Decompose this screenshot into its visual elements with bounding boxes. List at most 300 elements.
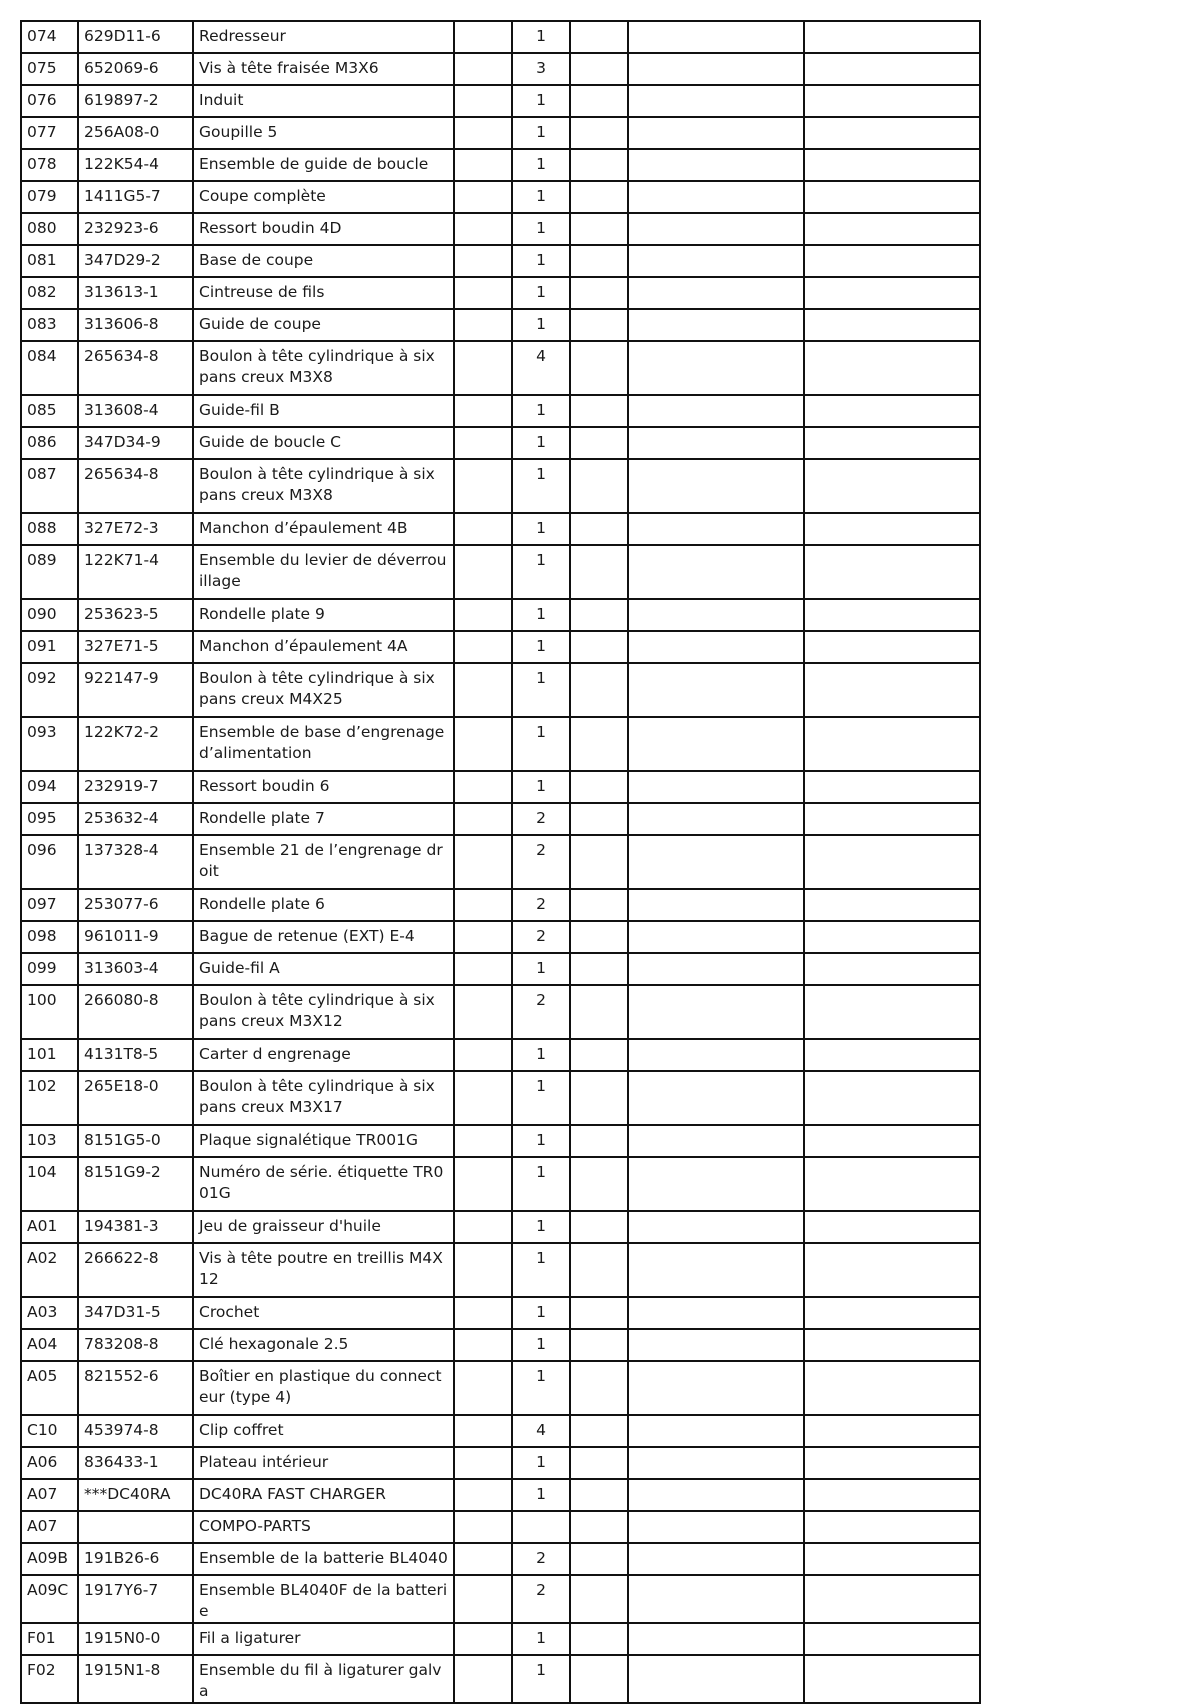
item-cell: 094 xyxy=(21,771,78,803)
part-number-cell: 232923-6 xyxy=(78,213,193,245)
part-number-cell: 347D29-2 xyxy=(78,245,193,277)
quantity-cell: 2 xyxy=(512,921,570,953)
blank-cell xyxy=(628,427,804,459)
quantity-cell: 2 xyxy=(512,985,570,1039)
blank-cell xyxy=(570,1575,628,1623)
blank-cell xyxy=(570,545,628,599)
blank-cell xyxy=(804,181,980,213)
item-cell: 083 xyxy=(21,309,78,341)
blank-cell xyxy=(570,513,628,545)
quantity-cell: 1 xyxy=(512,245,570,277)
item-cell: A01 xyxy=(21,1211,78,1243)
part-number-cell: 253623-5 xyxy=(78,599,193,631)
blank-cell xyxy=(454,395,512,427)
blank-cell xyxy=(628,245,804,277)
table-row xyxy=(21,1623,980,1655)
item-cell: 098 xyxy=(21,921,78,953)
description-cell: Ensemble BL4040F de la batterie xyxy=(193,1575,454,1623)
table-row xyxy=(21,663,980,717)
quantity-cell: 1 xyxy=(512,1157,570,1211)
blank-cell xyxy=(628,341,804,395)
blank-cell xyxy=(454,1157,512,1211)
item-cell: 093 xyxy=(21,717,78,771)
description-cell: Plaque signalétique TR001G xyxy=(193,1125,454,1157)
blank-cell xyxy=(454,803,512,835)
item-cell: A09B xyxy=(21,1543,78,1575)
blank-cell xyxy=(628,117,804,149)
blank-cell xyxy=(454,1297,512,1329)
blank-cell xyxy=(804,309,980,341)
blank-cell xyxy=(454,1575,512,1623)
table-row xyxy=(21,1447,980,1479)
blank-cell xyxy=(454,545,512,599)
item-cell: 080 xyxy=(21,213,78,245)
blank-cell xyxy=(628,921,804,953)
quantity-cell: 1 xyxy=(512,1623,570,1655)
quantity-cell: 1 xyxy=(512,459,570,513)
blank-cell xyxy=(454,309,512,341)
part-number-cell: 137328-4 xyxy=(78,835,193,889)
quantity-cell: 1 xyxy=(512,427,570,459)
blank-cell xyxy=(454,1125,512,1157)
quantity-cell: 1 xyxy=(512,149,570,181)
description-cell: Rondelle plate 6 xyxy=(193,889,454,921)
description-cell: Boulon à tête cylindrique à six pans creux M4X25 xyxy=(193,663,454,717)
blank-cell xyxy=(570,277,628,309)
blank-cell xyxy=(454,85,512,117)
blank-cell xyxy=(570,1543,628,1575)
part-number-cell: 327E72-3 xyxy=(78,513,193,545)
blank-cell xyxy=(454,985,512,1039)
quantity-cell: 1 xyxy=(512,1329,570,1361)
part-number-cell: 265E18-0 xyxy=(78,1071,193,1125)
table-row xyxy=(21,985,980,1039)
quantity-cell: 1 xyxy=(512,213,570,245)
table-row xyxy=(21,545,980,599)
table-row xyxy=(21,1157,980,1211)
part-number-cell: 327E71-5 xyxy=(78,631,193,663)
blank-cell xyxy=(628,1511,804,1543)
blank-cell xyxy=(628,53,804,85)
blank-cell xyxy=(454,1447,512,1479)
table-row xyxy=(21,1329,980,1361)
part-number-cell: 453974-8 xyxy=(78,1415,193,1447)
blank-cell xyxy=(570,1415,628,1447)
table-row xyxy=(21,53,980,85)
blank-cell xyxy=(804,1157,980,1211)
blank-cell xyxy=(628,459,804,513)
description-cell: Ressort boudin 4D xyxy=(193,213,454,245)
blank-cell xyxy=(570,427,628,459)
blank-cell xyxy=(804,545,980,599)
blank-cell xyxy=(570,117,628,149)
blank-cell xyxy=(570,717,628,771)
quantity-cell: 1 xyxy=(512,309,570,341)
blank-cell xyxy=(628,1071,804,1125)
blank-cell xyxy=(454,341,512,395)
item-cell: 091 xyxy=(21,631,78,663)
description-cell: Manchon d’épaulement 4B xyxy=(193,513,454,545)
item-cell: A03 xyxy=(21,1297,78,1329)
blank-cell xyxy=(628,85,804,117)
blank-cell xyxy=(570,1039,628,1071)
blank-cell xyxy=(570,1243,628,1297)
blank-cell xyxy=(804,1039,980,1071)
blank-cell xyxy=(570,771,628,803)
blank-cell xyxy=(454,1511,512,1543)
blank-cell xyxy=(804,803,980,835)
description-cell: Ensemble de la batterie BL4040 xyxy=(193,1543,454,1575)
quantity-cell: 1 xyxy=(512,1447,570,1479)
item-cell: A07 xyxy=(21,1511,78,1543)
item-cell: 087 xyxy=(21,459,78,513)
description-cell: Manchon d’épaulement 4A xyxy=(193,631,454,663)
part-number-cell: ***DC40RA xyxy=(78,1479,193,1511)
blank-cell xyxy=(804,149,980,181)
quantity-cell: 2 xyxy=(512,835,570,889)
description-cell: Cintreuse de fils xyxy=(193,277,454,309)
item-cell: F01 xyxy=(21,1623,78,1655)
description-cell: Clip coffret xyxy=(193,1415,454,1447)
blank-cell xyxy=(628,277,804,309)
description-cell: Ressort boudin 6 xyxy=(193,771,454,803)
quantity-cell: 1 xyxy=(512,1655,570,1703)
blank-cell xyxy=(570,1211,628,1243)
blank-cell xyxy=(804,921,980,953)
quantity-cell: 1 xyxy=(512,1039,570,1071)
blank-cell xyxy=(454,1071,512,1125)
blank-cell xyxy=(570,149,628,181)
description-cell: Boulon à tête cylindrique à six pans creux M3X8 xyxy=(193,341,454,395)
item-cell: 102 xyxy=(21,1071,78,1125)
item-cell: C10 xyxy=(21,1415,78,1447)
quantity-cell: 1 xyxy=(512,513,570,545)
blank-cell xyxy=(454,921,512,953)
blank-cell xyxy=(570,341,628,395)
blank-cell xyxy=(454,1415,512,1447)
part-number-cell: 266080-8 xyxy=(78,985,193,1039)
table-row xyxy=(21,427,980,459)
blank-cell xyxy=(454,21,512,53)
blank-cell xyxy=(804,427,980,459)
table-row xyxy=(21,953,980,985)
description-cell: Guide de boucle C xyxy=(193,427,454,459)
quantity-cell: 1 xyxy=(512,277,570,309)
item-cell: A09C xyxy=(21,1575,78,1623)
blank-cell xyxy=(628,1211,804,1243)
blank-cell xyxy=(804,1125,980,1157)
blank-cell xyxy=(570,213,628,245)
blank-cell xyxy=(628,771,804,803)
description-cell: Boulon à tête cylindrique à six pans creux M3X12 xyxy=(193,985,454,1039)
item-cell: 097 xyxy=(21,889,78,921)
description-cell: Plateau intérieur xyxy=(193,1447,454,1479)
blank-cell xyxy=(628,1125,804,1157)
part-number-cell: 253077-6 xyxy=(78,889,193,921)
blank-cell xyxy=(628,1575,804,1623)
blank-cell xyxy=(454,663,512,717)
part-number-cell: 922147-9 xyxy=(78,663,193,717)
blank-cell xyxy=(454,1243,512,1297)
blank-cell xyxy=(628,1243,804,1297)
item-cell: 103 xyxy=(21,1125,78,1157)
blank-cell xyxy=(570,85,628,117)
table-row xyxy=(21,771,980,803)
description-cell: Guide-fil A xyxy=(193,953,454,985)
quantity-cell: 1 xyxy=(512,631,570,663)
quantity-cell: 1 xyxy=(512,1243,570,1297)
item-cell: 095 xyxy=(21,803,78,835)
quantity-cell xyxy=(512,1511,570,1543)
part-number-cell: 961011-9 xyxy=(78,921,193,953)
blank-cell xyxy=(570,1125,628,1157)
part-number-cell: 821552-6 xyxy=(78,1361,193,1415)
item-cell: 077 xyxy=(21,117,78,149)
table-row xyxy=(21,1479,980,1511)
blank-cell xyxy=(804,513,980,545)
item-cell: A07 xyxy=(21,1479,78,1511)
part-number-cell: 313603-4 xyxy=(78,953,193,985)
quantity-cell: 2 xyxy=(512,803,570,835)
description-cell: Ensemble du fil à ligaturer galva xyxy=(193,1655,454,1703)
description-cell: Ensemble 21 de l’engrenage droit xyxy=(193,835,454,889)
blank-cell xyxy=(454,1479,512,1511)
blank-cell xyxy=(804,835,980,889)
blank-cell xyxy=(454,1623,512,1655)
description-cell: Clé hexagonale 2.5 xyxy=(193,1329,454,1361)
quantity-cell: 1 xyxy=(512,545,570,599)
blank-cell xyxy=(628,717,804,771)
item-cell: 089 xyxy=(21,545,78,599)
part-number-cell: 1917Y6-7 xyxy=(78,1575,193,1623)
blank-cell xyxy=(570,663,628,717)
quantity-cell: 1 xyxy=(512,1361,570,1415)
description-cell: Guide de coupe xyxy=(193,309,454,341)
table-row xyxy=(21,1297,980,1329)
blank-cell xyxy=(570,245,628,277)
part-number-cell: 629D11-6 xyxy=(78,21,193,53)
blank-cell xyxy=(804,889,980,921)
blank-cell xyxy=(454,53,512,85)
description-cell: Goupille 5 xyxy=(193,117,454,149)
blank-cell xyxy=(454,771,512,803)
blank-cell xyxy=(570,309,628,341)
part-number-cell: 1915N0-0 xyxy=(78,1623,193,1655)
table-row xyxy=(21,513,980,545)
blank-cell xyxy=(804,213,980,245)
item-cell: A04 xyxy=(21,1329,78,1361)
table-row xyxy=(21,717,980,771)
part-number-cell: 783208-8 xyxy=(78,1329,193,1361)
table-row xyxy=(21,459,980,513)
blank-cell xyxy=(570,21,628,53)
quantity-cell: 1 xyxy=(512,771,570,803)
table-row xyxy=(21,1211,980,1243)
description-cell: Rondelle plate 7 xyxy=(193,803,454,835)
blank-cell xyxy=(804,85,980,117)
part-number-cell: 266622-8 xyxy=(78,1243,193,1297)
description-cell: Fil a ligaturer xyxy=(193,1623,454,1655)
part-number-cell: 191B26-6 xyxy=(78,1543,193,1575)
description-cell: Boîtier en plastique du connecteur (type 4) xyxy=(193,1361,454,1415)
blank-cell xyxy=(628,21,804,53)
blank-cell xyxy=(804,1447,980,1479)
table-row xyxy=(21,1039,980,1071)
blank-cell xyxy=(570,631,628,663)
blank-cell xyxy=(570,835,628,889)
blank-cell xyxy=(570,1655,628,1703)
blank-cell xyxy=(804,1415,980,1447)
blank-cell xyxy=(570,889,628,921)
quantity-cell: 2 xyxy=(512,889,570,921)
part-number-cell: 122K72-2 xyxy=(78,717,193,771)
blank-cell xyxy=(628,1039,804,1071)
blank-cell xyxy=(804,395,980,427)
table-row xyxy=(21,309,980,341)
part-number-cell xyxy=(78,1511,193,1543)
blank-cell xyxy=(454,1039,512,1071)
blank-cell xyxy=(454,1655,512,1703)
blank-cell xyxy=(570,1479,628,1511)
blank-cell xyxy=(570,395,628,427)
table-row xyxy=(21,1125,980,1157)
blank-cell xyxy=(804,1361,980,1415)
quantity-cell: 1 xyxy=(512,1211,570,1243)
blank-cell xyxy=(454,427,512,459)
blank-cell xyxy=(454,1211,512,1243)
item-cell: 082 xyxy=(21,277,78,309)
table-row xyxy=(21,835,980,889)
item-cell: 084 xyxy=(21,341,78,395)
blank-cell xyxy=(570,1361,628,1415)
blank-cell xyxy=(570,985,628,1039)
quantity-cell: 2 xyxy=(512,1543,570,1575)
blank-cell xyxy=(804,985,980,1039)
part-number-cell: 347D31-5 xyxy=(78,1297,193,1329)
description-cell: Redresseur xyxy=(193,21,454,53)
blank-cell xyxy=(804,1071,980,1125)
part-number-cell: 836433-1 xyxy=(78,1447,193,1479)
table-row xyxy=(21,889,980,921)
table-row xyxy=(21,341,980,395)
description-cell: Induit xyxy=(193,85,454,117)
table-row xyxy=(21,1071,980,1125)
blank-cell xyxy=(628,513,804,545)
quantity-cell: 1 xyxy=(512,599,570,631)
quantity-cell: 1 xyxy=(512,117,570,149)
quantity-cell: 4 xyxy=(512,1415,570,1447)
description-cell: Rondelle plate 9 xyxy=(193,599,454,631)
part-number-cell: 265634-8 xyxy=(78,459,193,513)
blank-cell xyxy=(570,953,628,985)
table-row xyxy=(21,117,980,149)
quantity-cell: 3 xyxy=(512,53,570,85)
table-row xyxy=(21,1511,980,1543)
part-number-cell: 4131T8-5 xyxy=(78,1039,193,1071)
description-cell: Crochet xyxy=(193,1297,454,1329)
part-number-cell: 122K54-4 xyxy=(78,149,193,181)
blank-cell xyxy=(454,459,512,513)
table-row xyxy=(21,181,980,213)
blank-cell xyxy=(570,53,628,85)
item-cell: A06 xyxy=(21,1447,78,1479)
part-number-cell: 232919-7 xyxy=(78,771,193,803)
blank-cell xyxy=(454,1543,512,1575)
blank-cell xyxy=(804,1543,980,1575)
quantity-cell: 1 xyxy=(512,85,570,117)
table-row xyxy=(21,213,980,245)
item-cell: 092 xyxy=(21,663,78,717)
blank-cell xyxy=(628,599,804,631)
description-cell: Guide-fil B xyxy=(193,395,454,427)
item-cell: 088 xyxy=(21,513,78,545)
blank-cell xyxy=(804,1479,980,1511)
blank-cell xyxy=(628,1479,804,1511)
blank-cell xyxy=(454,953,512,985)
quantity-cell: 2 xyxy=(512,1575,570,1623)
blank-cell xyxy=(570,599,628,631)
blank-cell xyxy=(454,835,512,889)
blank-cell xyxy=(570,1329,628,1361)
quantity-cell: 1 xyxy=(512,21,570,53)
item-cell: F02 xyxy=(21,1655,78,1703)
table-row xyxy=(21,85,980,117)
description-cell: Ensemble de base d’engrenage d’alimentation xyxy=(193,717,454,771)
description-cell: Ensemble de guide de boucle xyxy=(193,149,454,181)
parts-table xyxy=(20,20,981,1704)
blank-cell xyxy=(804,117,980,149)
blank-cell xyxy=(570,1157,628,1211)
part-number-cell: 313613-1 xyxy=(78,277,193,309)
quantity-cell: 1 xyxy=(512,1297,570,1329)
blank-cell xyxy=(454,245,512,277)
blank-cell xyxy=(628,1543,804,1575)
description-cell: Vis à tête fraisée M3X6 xyxy=(193,53,454,85)
quantity-cell: 1 xyxy=(512,663,570,717)
blank-cell xyxy=(454,513,512,545)
blank-cell xyxy=(628,395,804,427)
blank-cell xyxy=(570,1071,628,1125)
blank-cell xyxy=(628,663,804,717)
part-number-cell: 8151G9-2 xyxy=(78,1157,193,1211)
blank-cell xyxy=(804,953,980,985)
item-cell: 079 xyxy=(21,181,78,213)
item-cell: A05 xyxy=(21,1361,78,1415)
blank-cell xyxy=(804,21,980,53)
description-cell: Base de coupe xyxy=(193,245,454,277)
blank-cell xyxy=(804,341,980,395)
blank-cell xyxy=(804,1511,980,1543)
blank-cell xyxy=(628,1415,804,1447)
blank-cell xyxy=(628,1655,804,1703)
item-cell: 074 xyxy=(21,21,78,53)
table-row xyxy=(21,921,980,953)
part-number-cell: 265634-8 xyxy=(78,341,193,395)
blank-cell xyxy=(570,803,628,835)
blank-cell xyxy=(804,53,980,85)
table-row xyxy=(21,1543,980,1575)
item-cell: 075 xyxy=(21,53,78,85)
item-cell: 081 xyxy=(21,245,78,277)
item-cell: 076 xyxy=(21,85,78,117)
table-row xyxy=(21,149,980,181)
blank-cell xyxy=(570,921,628,953)
blank-cell xyxy=(570,1511,628,1543)
blank-cell xyxy=(570,1447,628,1479)
quantity-cell: 1 xyxy=(512,1479,570,1511)
blank-cell xyxy=(628,1329,804,1361)
description-cell: DC40RA FAST CHARGER xyxy=(193,1479,454,1511)
